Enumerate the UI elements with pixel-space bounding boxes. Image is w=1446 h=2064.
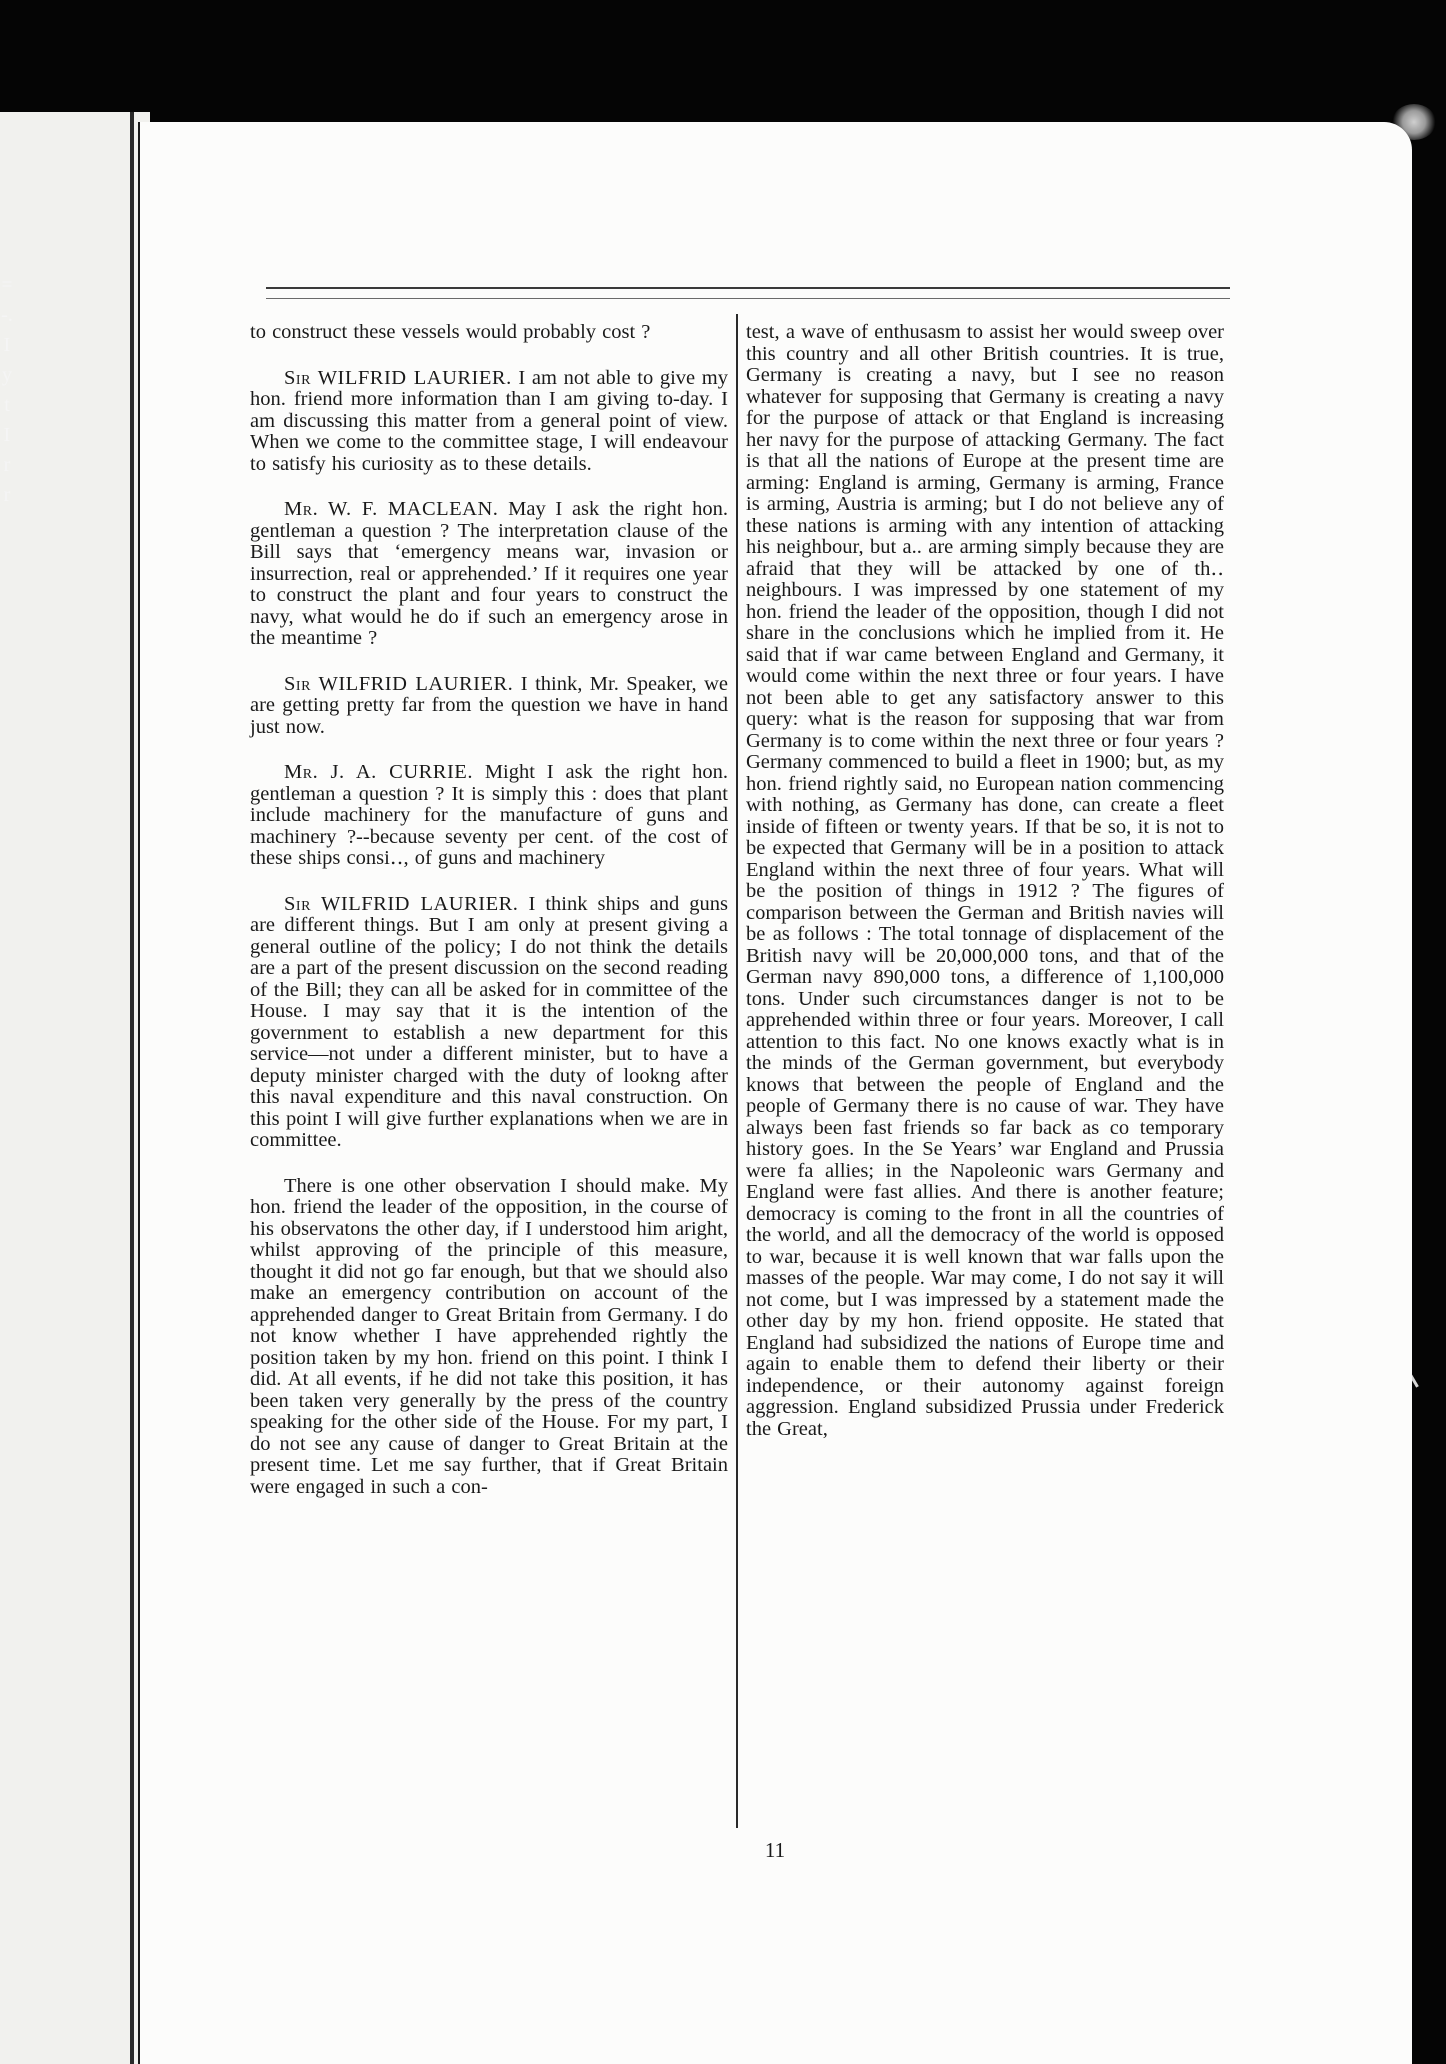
speaker-name: Sir WILFRID LAURIER.: [284, 672, 514, 695]
page-number: 11: [764, 1838, 786, 1862]
speaker-name: Sir WILFRID LAURIER.: [284, 892, 519, 915]
speech-paragraph: [250, 368, 728, 476]
facing-page-margin-marks: [0, 270, 14, 510]
paragraph-text: I am not able to give my hon. friend more information than I am giving to-day. I am discussing this matter from a general point of view. When we come to the committee stage, I will endeavour to satisfy his curiosity as to these details.: [250, 366, 729, 475]
margin-mark: t: [4, 394, 10, 416]
margin-mark: I: [3, 334, 11, 356]
left-column: [250, 322, 728, 1828]
right-column: [746, 322, 1224, 1828]
speaker-name: Sir WILFRID LAURIER.: [284, 366, 512, 389]
paragraph: [746, 322, 1224, 1440]
speech-paragraph: [250, 762, 728, 870]
margin-mark: -.: [1, 304, 13, 326]
margin-mark: y: [2, 364, 12, 386]
paragraph: [250, 322, 728, 344]
speech-paragraph: [250, 894, 728, 1152]
margin-mark: =: [1, 274, 13, 296]
document-page: [138, 122, 1412, 2064]
facing-page-edge: [0, 112, 150, 2064]
header-rule: [266, 287, 1230, 289]
margin-mark: r: [3, 454, 11, 476]
paragraph: [250, 1176, 728, 1499]
paragraph-text: to construct these vessels would probably cost ?: [250, 321, 651, 343]
paragraph-text: test, a wave of enthusasm to assist her would sweep over this country and all other British countries. It is true, Germany is creating a navy, but I see no reason whatever for supposing that Germany is creating a navy for the purpose of attack or that England is increasing her navy for the purpose of attacking Germany. The fact is that all the nations of Europe at the present time are arming: England is arming, Germany is arming, France is arming, Austria is arming; but I do not believe any of these nations is arming with any intention of attacking his neighbour, but a.. are arming simply because they are afraid that they will be attacked by one of th‥ neighbours. I was impressed by one statement of my hon. friend the leader of the opposition, though I did not share in the conclusions which he implied from it. He said that if war came between England and Germany, it would come within the next three or four years. I have not been able to get any satisfactory answer to this query: what is the reason for supposing that war from Germany is to come within the next three or four years ? Germany commenced to build a fleet in 1900; but, as my hon. friend rightly said, no European nation commencing with nothing, as Germany has done, can create a fleet inside of fifteen or twenty years. If that be so, it is not to be expected that Germany will be in a position to attack England within the next three of four years. What will be the position of things in 1912 ? The figures of comparison between the German and British navies will be as follows : The total tonnage of displacement of the British navy will be 20,000,000 tons, and that of the German navy 890,000 tons, a difference of 1,100,000 tons. Under such circumstances danger is not to be apprehended within three or four years. Moreover, I call attention to this fact. No one knows exactly what is in the minds of the German government, but everybody knows that between the people of England and the people of Germany there is no cause of war. They have always been fast friends so far back as co temporary history goes. In the Se Years’ war England and Prussia were fa allies; in the Napoleonic wars Germany and England were fast allies. And there is another feature; democracy is coming to the front in all the countries of the world, and all the democracy of the world is opposed to war, because it is well known that war falls upon the masses of the people. War may come, I do not say it will not come, but I was impressed by a statement made the other day by my hon. friend opposite. He stated that England had subsidized the nations of Europe time and again to enable them to defend their liberty or their independence, or their autonomy against foreign aggression. England subsidized Prussia under Frederick the Great,: [746, 321, 1224, 1440]
paragraph-text: I think ships and guns are different things. But I am only at present giving a general outline of the policy; I do not think the details are a part of the present discussion on the second reading of the Bill; they can all be asked for in committee of the House. I may say that it is the intention of the government to establish a new department for this service—not under a different minister, but to have a deputy minister charged with the duty of lookng after this naval expenditure and this naval construction. On this point I will give further explanations when we are in committee.: [250, 892, 729, 1151]
margin-mark: I: [3, 424, 11, 446]
paragraph-text: Might I ask the right hon. gentleman a question ? It is simply this : does that plant include machinery for the manufacture of guns and machinery ?--because seventy per cent. of the cost of these ships consi‥, of guns and machinery: [250, 761, 728, 869]
margin-mark: r: [3, 484, 11, 506]
paragraph-text: I think, Mr. Speaker, we are getting pretty far from the question we have in hand just now.: [250, 672, 729, 738]
speaker-name: Mr. J. A. CURRIE.: [284, 761, 473, 783]
speaker-name: Mr. W. F. MACLEAN.: [284, 498, 499, 520]
header-rule-thin: [266, 298, 1230, 299]
speech-paragraph: [250, 499, 728, 650]
binding-shadow: [130, 112, 134, 2064]
column-divider: [736, 314, 738, 1828]
paragraph-text: There is one other observation I should make. My hon. friend the leader of the opposition, in the course of his observatons the other day, if I understood him aright, whilst approving of the principle of this measure, thought it did not go far enough, but that we should also make an emergency contribution on account of the apprehended danger to Great Britain from Germany. I do not know whether I have apprehended rightly the position taken by my hon. friend on this point. I think I did. At all events, if he did not take this position, it has been taken very generally by the press of the country speaking for the other side of the House. For my part, I do not see any cause of danger to Great Britain at the present time. Let me say further, that if Great Britain were engaged in such a con-: [250, 1174, 728, 1498]
paragraph-text: May I ask the right hon. gentleman a question ? The interpretation clause of the Bill says that ‘emergency means war, invasion or insurrection, real or apprehended.’ If it requires one year to construct the plant and four years to construct the navy, what would he do if such an emergency arose in the meantime ?: [250, 498, 729, 649]
speech-paragraph: [250, 674, 728, 739]
